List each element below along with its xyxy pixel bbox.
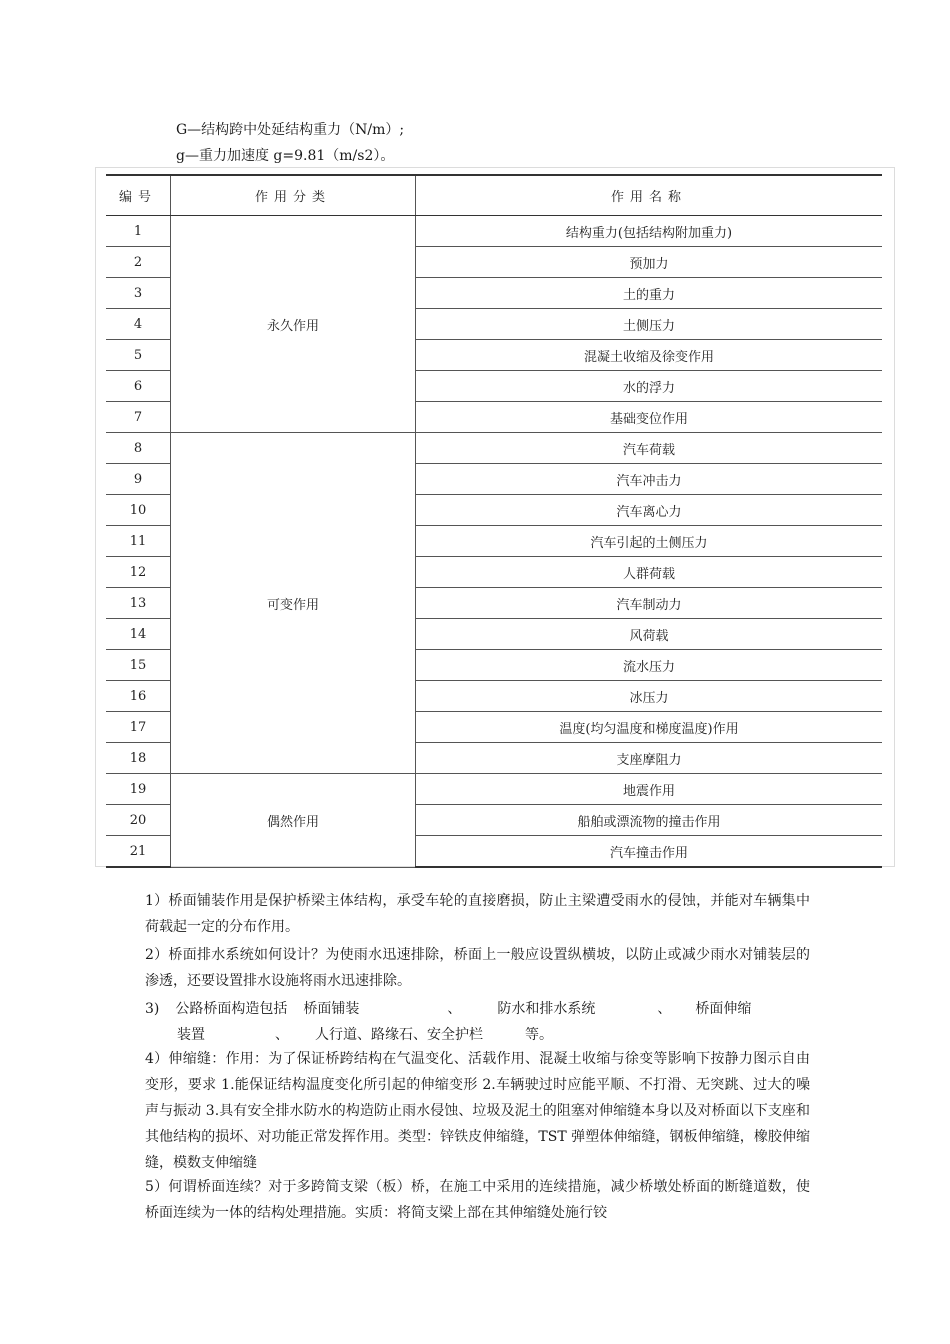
cell-number: 7 xyxy=(106,402,171,433)
cell-number: 14 xyxy=(106,619,171,650)
p3-sep-1: 、 xyxy=(447,1001,462,1017)
cell-load-name: 流水压力 xyxy=(416,650,883,681)
cell-category: 偶然作用 xyxy=(171,774,416,868)
cell-number: 1 xyxy=(106,216,171,247)
paragraph-1-text: 1）桥面铺装作用是保护桥梁主体结构，承受车轮的直接磨损，防止主梁遭受雨水的侵蚀，并能对车辆集中荷载起一定的分布作用。 xyxy=(145,893,810,935)
cell-load-name: 水的浮力 xyxy=(416,371,883,402)
p3-item-expansion-a: 桥面伸缩 xyxy=(695,1001,752,1017)
header-number: 编号 xyxy=(106,175,171,216)
table-row xyxy=(106,216,882,247)
paragraph-2-text: 2）桥面排水系统如何设计？为使雨水迅速排除，桥面上一般应设置纵横坡，以防止或减少雨水对铺装层的渗透，还要设置排水设施将雨水迅速排除。 xyxy=(145,947,810,989)
cell-number: 19 xyxy=(106,774,171,805)
cell-load-name: 船舶或漂流物的撞击作用 xyxy=(416,805,883,836)
paragraph-1 xyxy=(145,888,810,940)
paragraph-4 xyxy=(145,1046,810,1176)
cell-load-name: 基础变位作用 xyxy=(416,402,883,433)
table-body xyxy=(106,216,882,868)
table-row xyxy=(106,774,882,805)
bridge-load-table xyxy=(106,174,882,868)
cell-load-name: 汽车引起的土侧压力 xyxy=(416,526,883,557)
paragraph-4-text: 4）伸缩缝：作用：为了保证桥跨结构在气温变化、活载作用、混凝土收缩与徐变等影响下按静力图示自由变形，要求 1.能保证结构温度变化所引起的伸缩变形 2.车辆驶过时应能平顺、不打滑、无突跳、过大的噪声与振动 3.具有安全排水防水的构造防止雨水侵蚀、垃圾及泥土的阻塞对伸缩缝本身以及对桥面以下支座和其他结构的损坏、对功能正常发挥作用。类型：锌铁皮伸缩缝，TST 弹塑体伸缩缝，钢板伸缩缝，橡胶伸缩缝，模数支伸缩缝 xyxy=(145,1051,810,1171)
cell-number: 6 xyxy=(106,371,171,402)
paragraph-3-line-2 xyxy=(145,1022,810,1048)
table-row xyxy=(106,433,882,464)
cell-load-name: 汽车撞击作用 xyxy=(416,836,883,868)
p3-prefix: 3) xyxy=(145,1001,160,1017)
cell-number: 5 xyxy=(106,340,171,371)
cell-number: 3 xyxy=(106,278,171,309)
p3-item-expansion-b: 装置 xyxy=(177,1027,205,1043)
cell-load-name: 土的重力 xyxy=(416,278,883,309)
paragraph-3 xyxy=(145,996,810,1048)
cell-load-name: 汽车荷载 xyxy=(416,433,883,464)
cell-load-name: 风荷载 xyxy=(416,619,883,650)
cell-load-name: 温度(均匀温度和梯度温度)作用 xyxy=(416,712,883,743)
cell-load-name: 汽车冲击力 xyxy=(416,464,883,495)
p3-item-paving: 桥面铺装 xyxy=(303,1001,360,1017)
cell-load-name: 土侧压力 xyxy=(416,309,883,340)
p3-sep-2: 、 xyxy=(657,1001,672,1017)
header-name: 作用名称 xyxy=(416,175,883,216)
cell-load-name: 冰压力 xyxy=(416,681,883,712)
paragraph-3-line-1 xyxy=(145,996,810,1022)
p3-sep-3: 、 xyxy=(275,1027,289,1043)
cell-load-name: 汽车制动力 xyxy=(416,588,883,619)
cell-number: 2 xyxy=(106,247,171,278)
paragraph-2 xyxy=(145,942,810,994)
cell-load-name: 汽车离心力 xyxy=(416,495,883,526)
cell-number: 8 xyxy=(106,433,171,464)
p3-tail: 等。 xyxy=(525,1027,553,1043)
cell-category: 可变作用 xyxy=(171,433,416,774)
cell-number: 9 xyxy=(106,464,171,495)
cell-load-name: 混凝土收缩及徐变作用 xyxy=(416,340,883,371)
cell-load-name: 人群荷载 xyxy=(416,557,883,588)
cell-number: 4 xyxy=(106,309,171,340)
paragraph-5-text: 5）何谓桥面连续？对于多跨简支梁（板）桥，在施工中采用的连续措施，减少桥墩处桥面的断缝道数，使桥面连续为一体的结构处理措施。实质：将简支梁上部在其伸缩缝处施行铰 xyxy=(145,1179,810,1221)
header-category: 作用分类 xyxy=(171,175,416,216)
cell-number: 20 xyxy=(106,805,171,836)
cell-number: 21 xyxy=(106,836,171,868)
formula-note-g: G—结构跨中处延结构重力（N/m）; xyxy=(176,122,405,138)
paragraph-5 xyxy=(145,1174,810,1226)
cell-number: 15 xyxy=(106,650,171,681)
table-header-row xyxy=(106,175,882,216)
cell-load-name: 预加力 xyxy=(416,247,883,278)
cell-number: 16 xyxy=(106,681,171,712)
p3-item-drainage: 防水和排水系统 xyxy=(497,1001,596,1017)
p3-item-sidewalk: 人行道、路缘石、安全护栏 xyxy=(315,1027,483,1043)
cell-load-name: 地震作用 xyxy=(416,774,883,805)
cell-number: 12 xyxy=(106,557,171,588)
p3-lead: 公路桥面构造包括 xyxy=(175,1001,288,1017)
cell-number: 17 xyxy=(106,712,171,743)
formula-note-gravity: g—重力加速度 g=9.81（m/s2）。 xyxy=(176,148,395,164)
cell-number: 18 xyxy=(106,743,171,774)
cell-number: 11 xyxy=(106,526,171,557)
cell-load-name: 支座摩阻力 xyxy=(416,743,883,774)
cell-number: 10 xyxy=(106,495,171,526)
cell-load-name: 结构重力(包括结构附加重力) xyxy=(416,216,883,247)
cell-number: 13 xyxy=(106,588,171,619)
cell-category: 永久作用 xyxy=(171,216,416,433)
